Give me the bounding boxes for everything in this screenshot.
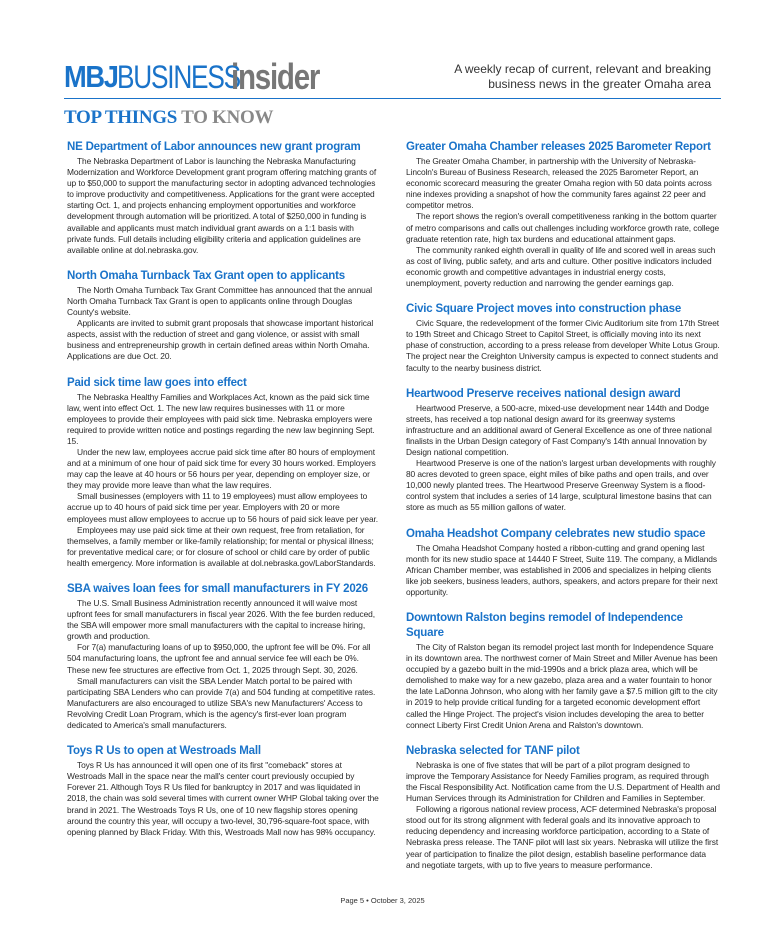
article: [406, 611, 720, 731]
article-paragraph: Civic Square, the redevelopment of the former Civic Auditorium site from 17th Street to 19th Street and Chicago Street to Capitol Street, is officially moving into its next phase of construction, according to a press release from developer White Lotus Group. The project near the Creighton University campus is expected to connect students and faculty to the nearby business district.: [406, 318, 720, 373]
article: [406, 387, 720, 514]
article-paragraph: The Greater Omaha Chamber, in partnership with the University of Nebraska-Lincoln's Bureau of Business Research, released the 2025 Barometer Report, an economic scorecard measuring the greater Omaha region with 50 data points across nine indexes providing a snapshot of how the community fares against 22 peer and competitor metros.: [406, 156, 712, 211]
article-paragraph: The U.S. Small Business Administration recently announced it will waive most upfront fees for small manufacturers in fiscal year 2026. With the fee burden reduced, the SBA will empower more small manufacturers with the capital to increase hiring, growth and production.: [67, 598, 375, 642]
article-headline: Civic Square Project moves into construction phase: [406, 303, 682, 316]
article-headline: Omaha Headshot Company celebrates new studio space: [406, 527, 706, 540]
article: [406, 302, 720, 373]
article-headline: North Omaha Turnback Tax Grant open to applicants: [67, 269, 345, 282]
section-title: [64, 107, 273, 129]
logo-mbj: MBJ: [64, 59, 118, 94]
article-paragraph: Toys R Us has announced it will open one of its first "comeback" stores at Westroads Mall in the space near the mall's center court previously occupied by Forever 21. Although Toys R Us filed for bankruptcy in 2017 and was liquidated in 2018, the chain was sold several times with current owner WHP Global taking over the brand in 2021. The Westroads Toys R Us, one of 10 new flagship stores opening around the country this year, will occupy a two-level, 30,796-square-foot space, with opening planned by Black Friday. With this, Westroads Mall now has 98% occupancy.: [67, 760, 379, 837]
article: [67, 376, 379, 570]
article-headline: Greater Omaha Chamber releases 2025 Barometer Report: [406, 141, 711, 153]
article-paragraph: The North Omaha Turnback Tax Grant Committee has announced that the annual North Omaha Turnback Tax Grant is open to applicants online through Douglas County's website.: [67, 284, 373, 318]
article-headline: Toys R Us to open at Westroads Mall: [67, 745, 261, 758]
article: [67, 744, 379, 838]
page-footer: Page 5 • October 3, 2025: [340, 896, 425, 905]
article-paragraph: Employees may use paid sick time at their own request, free from retaliation, for themselves, a family member or like-family relationship; for mental or physical illness; for preventative medical care; or for closure of school or child care by order of public health emergency. More information is available at dol.nebraska.gov/LaborStandards.: [67, 524, 376, 568]
article-paragraph: The Nebraska Healthy Families and Workplaces Act, known as the paid sick time law, went into effect Oct. 1. The new law requires businesses with 11 or more employees to provide their employees with paid sick time. Nebraska employers were required to provide written notice and postings regarding the new law beginning Sept. 15.: [67, 391, 375, 446]
logo-business: BUSINESS: [116, 59, 240, 95]
article-paragraph: The Omaha Headshot Company hosted a ribbon-cutting and grand opening last month for its new studio space at 14440 F Street, Suite 119. The company, a Midlands African Chamber member, was established in 2006 and specializes in helping clients like job seekers, business leaders, authors, speakers, and actors prepare for their next opportunity.: [406, 542, 718, 597]
article-headline: Heartwood Preserve receives national design award: [406, 387, 681, 400]
article-paragraph: Applicants are invited to submit grant proposals that showcase important historical aspects, assist with the reduction of street and gang violence, or assist with small business and entrepreneurship growth in certain defined areas within North Omaha. Applications are due Oct. 20.: [67, 318, 374, 362]
left-column: [67, 140, 379, 851]
article-paragraph: Nebraska is one of five states that will be part of a pilot program designed to improve the Temporary Assistance for Needy Families program, as required through the Fiscal Responsibility Act. Notification came from the U.S. Department of Health and Human Services through its Administration for Children and Families in September.: [406, 759, 720, 804]
article-paragraph: The community ranked eighth overall in quality of life and scored well in areas such as cost of living, public safety, and arts and culture. Other positive indicators included economic growth and competitive advantages in industrial energy costs, unemployment, poverty reduction and narrowing the gender earnings gap.: [406, 244, 716, 289]
article-paragraph: Small manufacturers can visit the SBA Lender Match portal to be paired with participating SBA Lenders who can provide 7(a) and 504 funding at competitive rates. Manufacturers are also encouraged to utilize SBA's new Manufacturers' Access to Revolving Credit Loan Program, which is the agency's first-ever loan program dedicated to America's small manufacturers.: [67, 675, 376, 731]
logo-insider: insider: [230, 56, 319, 97]
right-column: [406, 140, 720, 884]
article: [406, 527, 720, 598]
article-headline: Paid sick time law goes into effect: [67, 376, 247, 389]
article: [67, 582, 379, 731]
article: [406, 744, 720, 871]
header-rule: [64, 98, 721, 99]
article: [406, 140, 720, 289]
article-paragraph: The report shows the region's overall competitiveness ranking in the bottom quarter of metro comparisons and calls out challenges including workforce growth rate, college graduate retention rate, high tax burdens and educational attainment gaps.: [406, 211, 720, 244]
article-headline: Nebraska selected for TANF pilot: [406, 744, 580, 757]
article-headline: Downtown Ralston begins remodel of Independence Square: [406, 612, 683, 639]
section-title-part1: TOP THINGS: [64, 107, 177, 128]
article-paragraph: For 7(a) manufacturing loans of up to $950,000, the upfront fee will be 0%. For all 504 manufacturing loans, the upfront fee and annual service fee will each be 0%. These new fee structures are effective from Oct. 1, 2025 through Sept. 30, 2026.: [67, 642, 371, 675]
article-paragraph: Following a rigorous national review process, ACF determined Nebraska's proposal stood out for its strong alignment with federal goals and its innovative approach to reducing dependency and increasing workforce participation, according to a State of Nebraska press release. The TANF pilot will last six years. Nebraska will utilize the first year of participation to finalize the pilot design, establish baseline performance data and negotiate targets, with up to five years to measure performance.: [406, 804, 719, 870]
article: [67, 269, 379, 363]
masthead-logo: [64, 55, 338, 95]
article-paragraph: Heartwood Preserve is one of the nation's largest urban developments with roughly 80 acres devoted to green space, eight miles of bike paths and open trails, and over 10,000 newly planted trees. The Heartwood Preserve Greenway System is a flood-control system that includes a series of 14 large, sculptural limestone basins that can store as much as 55 million gallons of water.: [406, 458, 716, 513]
article-headline: NE Department of Labor announces new grant program: [67, 141, 361, 153]
article-paragraph: The Nebraska Department of Labor is launching the Nebraska Manufacturing Modernization and Workforce Development grant program offering matching grants of up to $50,000 to support the manufacturing sector in adopting advanced technologies to improve productivity and competitiveness. Applications for the grant were accepted starting Oct. 1, and projects enhancing employment opportunities and workforce development through automation will be prioritized. A total of $250,000 in funding is available and applicants must match individual grant awards on a 1:1 basis with private funds. Full details including eligibility criteria and application guidelines are available online at dol.nebraska.gov.: [67, 156, 377, 255]
article-paragraph: Under the new law, employees accrue paid sick time after 80 hours of employment and at a minimum of one hour of paid sick time for every 30 hours worked. Employers may cap the leave at 40 hours or 56 hours per year, depending on employer size, or they may provide more leave than what the law requires.: [67, 446, 376, 491]
article-paragraph: The City of Ralston began its remodel project last month for Independence Square in its downtown area. The northwest corner of Main Street and Miller Avenue has been occupied by a gazebo built in the mid-1990s and a brick plaza area, which will be demolished to make way for a new gazebo, plaza area and a water fountain to honor the late LaDonna Johnson, who along with her family gave a $7.5 million gift to the city in 2019 to help provide critical funding for a targeted economic development effort called the Hinge Project. The project's vision includes developing the area to better connect Liberty First Credit Union Arena and Ralston's downtown.: [406, 642, 718, 730]
article: [67, 140, 379, 256]
masthead-tagline: A weekly recap of current, relevant and breaking business news in the greater Omaha area: [454, 62, 711, 91]
article-paragraph: Heartwood Preserve, a 500-acre, mixed-use development near 144th and Dodge streets, has received a top national design award for its greenway systems infrastructure and an additional award of General Excellence as one of three national finalists in the Urban Design category of Fast Company's 14th annual Innovation by Design national competition.: [406, 402, 712, 457]
article-paragraph: Small businesses (employers with 11 to 19 employees) must allow employees to accrue up to 40 hours of paid sick time per year. Employers with 20 or more employees must allow employees to accrue up to 56 hours of paid sick leave per year.: [67, 491, 378, 524]
header-rule-dash: [711, 98, 721, 99]
article-headline: SBA waives loan fees for small manufacturers in FY 2026: [67, 583, 368, 595]
section-title-part2: TO KNOW: [181, 107, 274, 128]
header-rule-dash: [701, 98, 707, 99]
